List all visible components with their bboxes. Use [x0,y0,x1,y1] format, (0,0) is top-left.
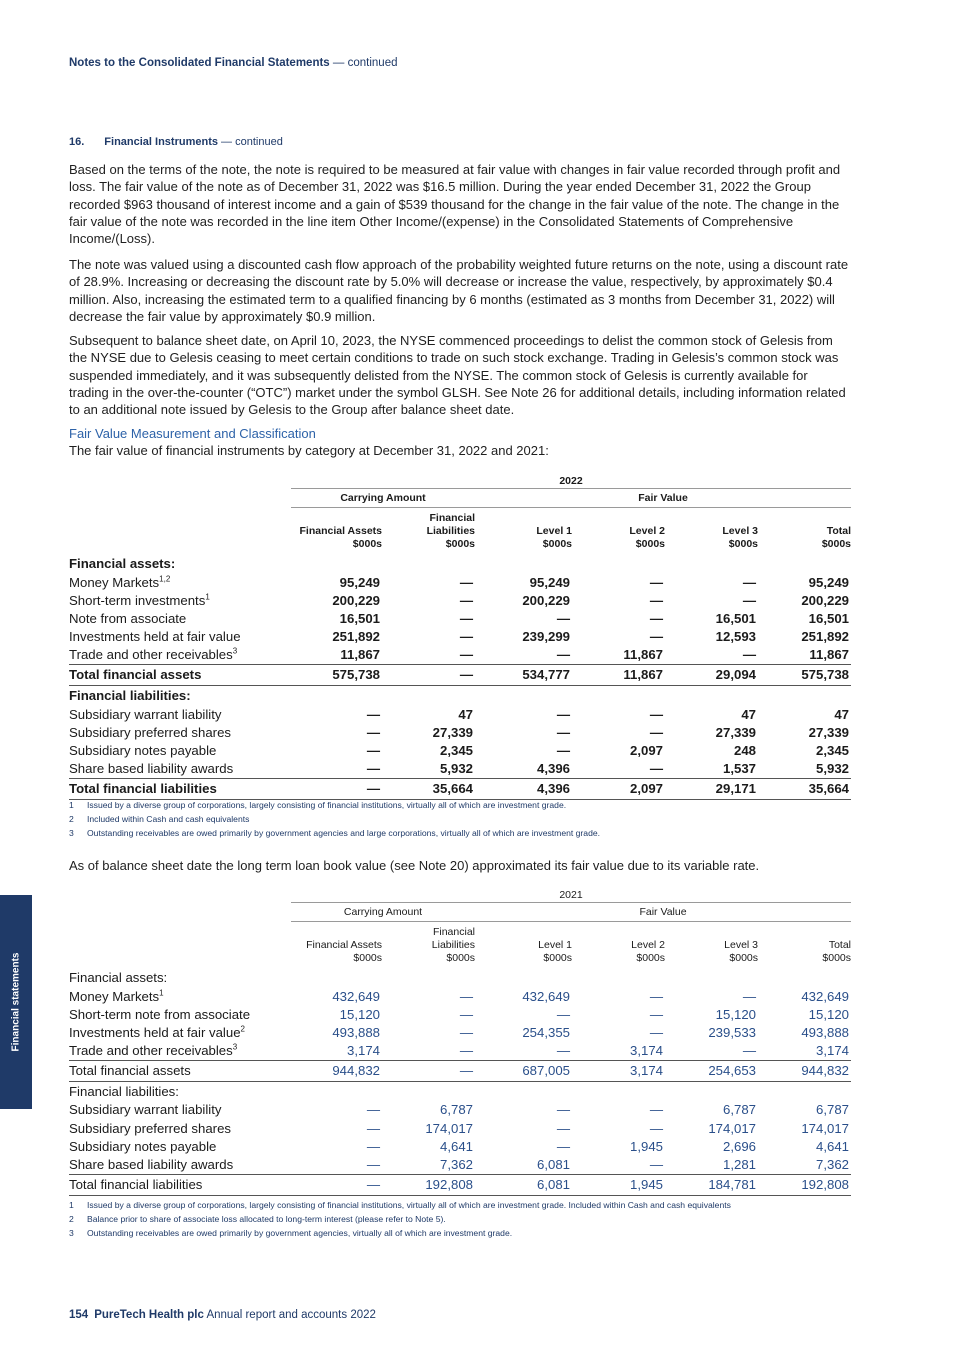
footnotes-2021: 1 Issued by a diverse group of corporations, largely consisting of financial institutions, virtually all of which are investment grade. Included within Cash and cash equivalents 2 Balance prior to share of associate loss allocated to long-term interest (please refer to Note 5). 3 Outstanding receivables are owed primarily by government agencies, virtually all of which are investment grade. [69,1200,731,1238]
page-header [69,57,397,69]
fair-value-intro: The fair value of financial instruments by category at December 31, 2022 and 2021: [69,443,549,458]
category-financial-assets: Financial assets: [69,970,168,985]
report-name: Annual report and accounts 2022 [206,1309,376,1321]
table-row: Short-term investments$^1$ 200,229 — 200,229 — — 200,229 [69,592,850,608]
col-header-level-3: Level 3 $000s [665,922,758,969]
fair-value-heading: Fair Value Measurement and Classification [69,426,316,441]
col-header-financial-liabilities: Financial Liabilities $000s [382,508,475,555]
table-row: Note from associate 16,501 — — — 16,501 16,501 [69,610,850,626]
page-number: 154 [69,1309,89,1321]
group-fair-value: Fair Value [475,903,851,922]
table-2021 [69,882,851,1196]
header-title: Notes to the Consolidated Financial Statements [69,57,330,69]
footnotes-2022: 1 Issued by a diverse group of corporations, largely consisting of financial institutions, virtually all of which are investment grade. 2 Included within Cash and cash equivalents 3 Outstanding receivables are owed primarily by government agencies and large corporations, virtually all of which are investment grade. [69,800,601,838]
table-row: Money Markets$^1$ 432,649 — 432,649 — — 432,649 [69,988,850,1004]
table-row: Trade and other receivables$^3$ 11,867 — — 11,867 — 11,867 [69,646,850,663]
section-suffix: — continued [218,136,283,148]
loan-note: As of balance sheet date the long term loan book value (see Note 20) approximated its fair value due to its variable rate. [69,858,760,873]
header-suffix: — continued [329,57,398,69]
table-row: Money Markets$^{1,2}$ 95,249 — 95,249 — — 95,249 [69,574,850,590]
total-row: Total financial liabilities — 35,664 4,396 2,097 29,171 35,664 [69,778,851,799]
table-row: Subsidiary notes payable — 4,641 — 1,945 2,696 4,641 [69,1138,850,1154]
table-row: Subsidiary warrant liability — 47 — — 47 47 [69,706,850,722]
table-row: Short-term note from associate 15,120 — — — 15,120 15,120 [69,1006,850,1022]
page-footer [69,1309,376,1321]
total-row: Total financial liabilities — 192,808 6,081 1,945 184,781 192,808 [69,1174,851,1195]
paragraph-note-terms: Based on the terms of the note, the note is required to be measured at fair value with changes in fair value recorded through profit and loss. The fair value of the note as of December 31, 2022 was $16.5 million. During the year ended December 31, 2022 the Group recorded $963 thousand of interest income and a gain of $539 thousand for the change in the fair value of the note. The change in the fair value of the note was recorded in the line item Other Income/(expense) in the Consolidated Statements of Comprehensive Income/(Loss). [69,162,841,247]
paragraph-subsequent-event: Subsequent to balance sheet date, on April 10, 2023, the NYSE commenced proceedings to delist the common stock of Gelesis from the NYSE due to Gelesis ceasing to meet certain conditions to trade on such stock exchange. Trading in Gelesis’s common stock was suspended immediately, and it was subsequently delisted from the NYSE. The common stock of Gelesis is currently available for trading in the over-the-counter (“OTC”) market under the symbol GLSH. See Note 26 for additional details, including information related to an additional note issued by Gelesis to the Group after balance sheet date. [69,333,846,418]
table-row: Subsidiary preferred shares — 174,017 — — 174,017 174,017 [69,1120,850,1136]
table-year: 2022 [559,475,583,487]
group-fair-value: Fair Value [475,489,851,508]
col-header-financial-assets: Financial Assets $000s [291,922,382,969]
col-header-level-1: Level 1 $000s [475,922,572,969]
table-row: Investments held at fair value$^2$ 493,888 — 254,355 — 239,533 493,888 [69,1024,850,1040]
category-financial-assets: Financial assets: [69,556,176,571]
table-2022 [69,468,851,800]
total-row: Total financial assets 575,738 — 534,777 11,867 29,094 575,738 [69,664,851,685]
table-row: Subsidiary preferred shares — 27,339 — — 27,339 27,339 [69,724,850,740]
table-row: Investments held at fair value 251,892 — 239,299 — 12,593 251,892 [69,629,850,645]
paragraph-valuation: The note was valued using a discounted cash flow approach of the probability weighted future returns on the note, using a discount rate of 28.9%. Increasing or decreasing the discount rate by 5.0% will decrease or increase the value, respectively, by approximately $0.4 million. Also, increasing the estimated term to a qualified financing by 6 months (estimated as 3 months from December 31, 2022) will decrease the fair value by approximately $0.9 million. [69,257,849,324]
section-heading [69,136,283,148]
group-carrying-amount: Carrying Amount [291,903,475,922]
col-header-total: Total $000s [758,508,851,555]
category-financial-liabilities: Financial liabilities: [69,687,191,703]
company-name: PureTech Health plc [94,1309,204,1321]
table-row: Trade and other receivables$^3$ 3,174 — — 3,174 — 3,174 [69,1042,850,1059]
col-header-financial-liabilities: Financial Liabilities $000s [382,922,475,969]
table-row: Share based liability awards — 7,362 6,081 — 1,281 7,362 [69,1156,850,1172]
col-header-financial-assets: Financial Assets $000s [291,508,382,555]
section-title: Financial Instruments [104,136,218,148]
side-tab-label: Financial statements [10,952,22,1052]
col-header-total: Total $000s [758,922,851,969]
col-header-level-2: Level 2 $000s [572,508,665,555]
col-header-level-3: Level 3 $000s [665,508,758,555]
table-row: Subsidiary notes payable — 2,345 — 2,097 248 2,345 [69,742,850,758]
table-year: 2021 [559,889,583,901]
category-financial-liabilities: Financial liabilities: [69,1083,179,1099]
total-row: Total financial assets 944,832 — 687,005 3,174 254,653 944,832 [69,1060,851,1081]
col-header-level-2: Level 2 $000s [572,922,665,969]
section-side-tab [0,895,32,1109]
col-header-level-1: Level 1 $000s [475,508,572,555]
table-row: Share based liability awards — 5,932 4,396 — 1,537 5,932 [69,761,850,777]
section-number: 16. [69,136,85,148]
group-carrying-amount: Carrying Amount [291,489,475,508]
table-row: Subsidiary warrant liability — 6,787 — — 6,787 6,787 [69,1102,850,1118]
